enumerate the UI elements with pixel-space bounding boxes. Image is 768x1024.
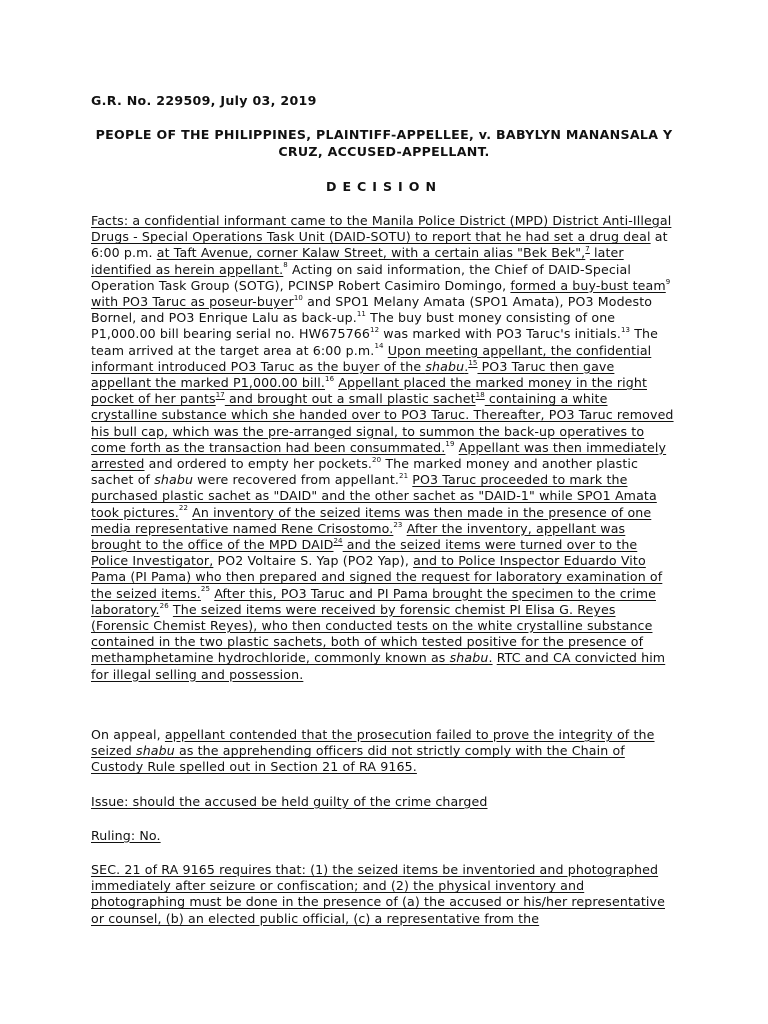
text-run: . — [464, 358, 469, 374]
text-run: containing a white crystalline substance which she handed over to PO3 Taruc. Thereafter, PO3 Taruc removed his bull cap, which was the pre-arranged signal, to summon the back-up operatives to come forth as the transaction had been consummated. — [91, 391, 674, 455]
decision-heading: DECISION — [326, 179, 442, 194]
text-run: was marked with PO3 Taruc's initials. — [379, 326, 621, 342]
text-run: shabu — [449, 650, 489, 666]
footnote-ref: 11 — [356, 310, 367, 319]
text-run: After this, PO3 Taruc and PI Pama brought the specimen to the crime laboratory. — [91, 585, 656, 617]
case-number: G.R. No. 229509, July 03, 2019 — [91, 93, 317, 108]
text-run: Acting on said information, the Chief of DAID-Special Operation Task Group (SOTG), PCINSP Robert Casimiro Domingo, — [91, 261, 631, 293]
footnote-ref: 9 — [665, 277, 671, 286]
footnote-ref: 19 — [445, 439, 455, 448]
ruling-paragraph: Ruling: No. — [91, 828, 161, 843]
text-run: and brought out a small plastic sachet — [224, 391, 476, 407]
text-run: and to Police Inspector Eduardo Vito Pama (PI Pama) who then prepared and signed the request for laboratory examination of the seized items. — [91, 553, 663, 601]
text-run: shabu — [154, 472, 194, 488]
text-run: RTC and CA convicted him for illegal selling and possession. — [91, 650, 666, 682]
facts-paragraph — [91, 213, 677, 683]
text-run: at Taft Avenue, corner Kalaw Street, with a certain alias "Bek Bek", — [156, 245, 586, 261]
text-run: Appellant was then immediately arrested — [91, 439, 667, 472]
issue-paragraph: Issue: should the accused be held guilty of the crime charged — [91, 794, 488, 809]
text-run: and the seized items were turned over to the Police Investigator, — [91, 537, 638, 569]
text-run: as the apprehending officers did not strictly comply with the Chain of Custody Rule spelled out in Section 21 of RA 9165. — [91, 743, 625, 775]
text-run: shabu — [136, 743, 175, 759]
appeal-paragraph — [91, 727, 677, 776]
text-run: later identified as herein appellant. — [91, 245, 624, 277]
text-run: were recovered from appellant. — [193, 472, 400, 488]
text-run: shabu — [425, 358, 465, 374]
text-run: at 6:00 p.m. — [91, 229, 668, 261]
text-run: The team arrived at the target area at 6:00 p.m. — [91, 326, 659, 358]
text-run: and ordered to empty her pockets. — [144, 456, 373, 472]
text-run: After the inventory, appellant was brought to the office of the MPD DAID — [91, 520, 626, 553]
footnote-ref: 14 — [374, 342, 384, 351]
footnote-ref: 20 — [372, 455, 382, 464]
footnote-ref: 25 — [200, 585, 211, 594]
footnote-ref: 13 — [620, 326, 631, 335]
footnote-ref: 15 — [468, 358, 478, 367]
text-run: . — [488, 650, 493, 666]
case-title: PEOPLE OF THE PHILIPPINES, PLAINTIFF-APPELLEE, v. BABYLYN MANANSALA Y CRUZ, ACCUSED-APPELLANT. — [95, 127, 673, 159]
text-run: Facts: a confidential informant came to the Manila Police District (MPD) District Anti-Illegal Drugs - Special Operations Task Unit (DAID-SOTU) to report that he had set a drug deal — [91, 213, 672, 245]
text-run: appellant contended that the prosecution failed to prove the integrity of the seized — [91, 727, 655, 759]
footnote-ref: 23 — [393, 520, 403, 529]
footnote-ref: 21 — [399, 472, 409, 481]
sec21-paragraph: SEC. 21 of RA 9165 requires that: (1) the seized items be inventoried and photographed immediately after seizure or confiscation; and (2) the physical inventory and photographing must be done in the presence of (a) the accused or his/her representative or counsel, (b) an elected public official, (c) a representative from the — [91, 862, 665, 926]
footnote-ref: 24 — [333, 536, 343, 545]
text-run: and SPO1 Melany Amata (SPO1 Amata), PO3 Modesto Bornel, and PO3 Enrique Lalu as back-up. — [91, 294, 653, 326]
text-run: formed a buy-bust team — [510, 277, 666, 293]
text-run: PO3 Taruc then gave appellant the marked P1,000.00 bill. — [91, 358, 615, 391]
text-run: Upon meeting appellant, the confidential informant introduced PO3 Taruc as the buyer of the — [91, 342, 652, 374]
text-run: On appeal, — [91, 727, 165, 742]
footnote-ref: 10 — [293, 293, 303, 302]
footnote-ref: 12 — [370, 326, 380, 335]
text-run: with PO3 Taruc as poseur-buyer — [91, 294, 294, 310]
text-run: The buy bust money consisting of one P1,000.00 bill bearing serial no. HW675766 — [91, 310, 616, 342]
text-run: The seized items were received by forensic chemist PI Elisa G. Reyes (Forensic Chemist Reyes), who then conducted tests on the white crystalline substance contained in the two plastic sachets, both of which tested positive for the presence of methamphetamine hydrochloride, commonly known as — [91, 601, 653, 666]
footnote-ref: 22 — [178, 504, 189, 513]
text-run: An inventory of the seized items was then made in the presence of one media representative named Rene Crisostomo. — [91, 504, 652, 536]
footnote-ref: 18 — [475, 391, 485, 400]
footnote-ref: 16 — [325, 374, 335, 383]
footnote-ref: 8 — [283, 261, 288, 270]
footnote-ref: 17 — [215, 391, 225, 400]
text-run: PO2 Voltaire S. Yap (PO2 Yap), — [213, 553, 414, 569]
text-run: The marked money and another plastic sachet of — [91, 456, 639, 488]
text-run: Appellant placed the marked money in the right pocket of her pants — [91, 375, 648, 407]
text-run: PO3 Taruc proceeded to mark the purchased plastic sachet as "DAID" and the other sachet as "DAID-1" while SPO1 Amata took pictures. — [91, 472, 657, 520]
footnote-ref: 7 — [585, 245, 590, 254]
footnote-ref: 26 — [159, 601, 169, 610]
